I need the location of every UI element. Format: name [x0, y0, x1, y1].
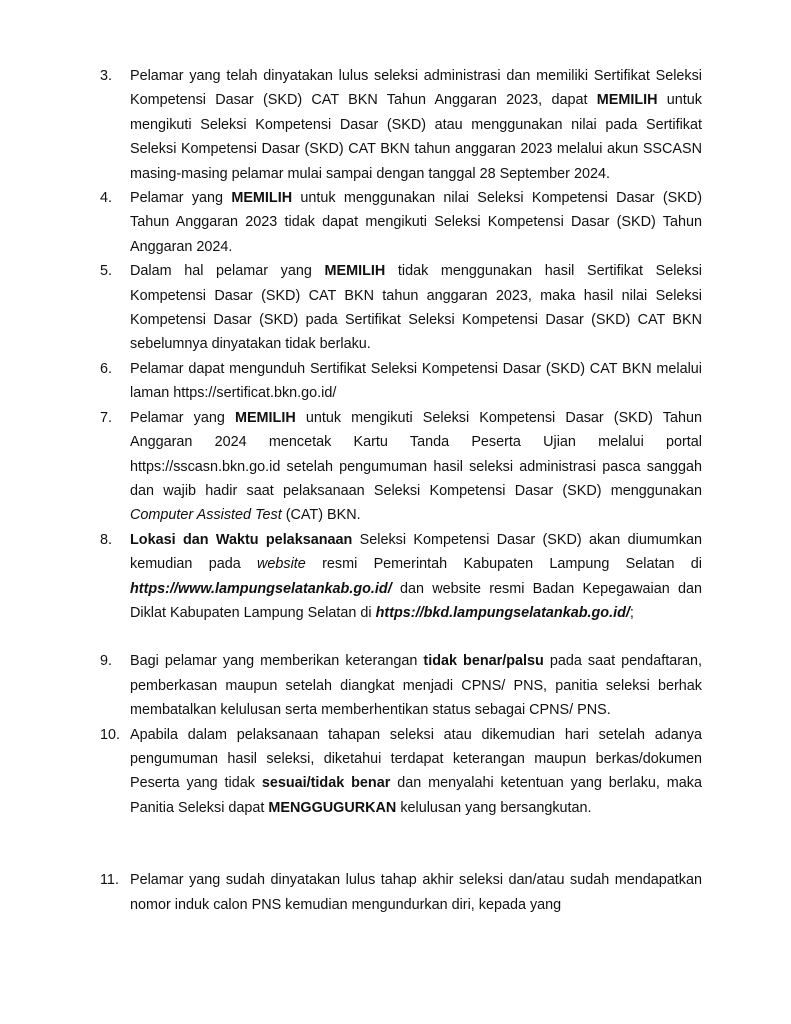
item-text: [130, 68, 702, 182]
text-segment: resmi Pemerintah Kabupaten Lampung Selatan di: [305, 556, 702, 573]
list-item: [100, 406, 702, 528]
item-number: 9.: [100, 653, 113, 670]
emphasized-text: tidak benar/palsu: [423, 653, 544, 670]
emphasized-text: Lokasi dan Waktu pelaksanaan: [130, 531, 353, 548]
item-text: [130, 361, 702, 401]
item-text: [130, 653, 702, 718]
item-number: 5.: [100, 263, 113, 280]
url-link[interactable]: https://www.lampungselatankab.go.id/: [130, 580, 392, 597]
text-segment: Seleksi Kompetensi Dasar (SKD) akan diumumkan kemudian pada: [130, 531, 702, 573]
text-segment: dan website resmi Badan Kepegawaian dan Diklat Kabupaten Lampung Selatan di: [130, 580, 702, 621]
emphasized-text: MENGGUGURKAN: [268, 799, 397, 816]
emphasized-text: website: [257, 556, 306, 573]
emphasized-text: MEMILIH: [324, 263, 386, 280]
item-number: 6.: [100, 360, 113, 377]
text-segment: untuk mengikuti Seleksi Kompetensi Dasar (SKD) atau menggunakan nilai pada Sertifikat Seleksi Kompetensi Dasar (SKD) CAT BKN tahun anggaran 2023 melalui akun SSCASN masing-masing pelamar mulai sampai dengan tanggal 28 September 2024.: [130, 92, 703, 182]
text-segment: Dalam hal pelamar yang: [130, 263, 325, 280]
text-segment: Pelamar yang: [130, 409, 235, 426]
text-segment: Pelamar yang telah dinyatakan lulus seleksi administrasi dan memiliki Sertifikat Seleksi Kompetensi Dasar (SKD) CAT BKN Tahun Anggaran 2023, dapat: [130, 68, 702, 109]
item-number: 3.: [100, 68, 113, 84]
emphasized-text: sesuai/tidak benar: [261, 775, 391, 792]
emphasized-text: MEMILIH: [234, 409, 296, 426]
text-segment: dan menyalahi ketentuan yang berlaku, maka Panitia Seleksi dapat: [130, 775, 702, 816]
text-segment: untuk menggunakan nilai Seleksi Kompetensi Dasar (SKD) Tahun Anggaran 2023 tidak dapat mengikuti Seleksi Kompetensi Dasar (SKD) Tahun Anggaran 2024.: [130, 190, 702, 255]
text-segment: Bagi pelamar yang memberikan keterangan: [130, 653, 424, 670]
list-item: [100, 649, 702, 722]
list-item: [100, 868, 702, 917]
item-number: 10.: [100, 726, 121, 743]
text-segment: Pelamar yang sudah dinyatakan lulus tahap akhir seleksi dan/atau sudah mendapatkan nomor induk calon PNS kemudian mengundurkan diri, kepada yang: [130, 872, 702, 913]
list-item: [100, 259, 702, 357]
text-segment: ;: [629, 604, 634, 621]
text-segment: Apabila dalam pelaksanaan tahapan seleksi atau dikemudian hari setelah adanya pengumuman hasil seleksi, diketahui terdapat keterangan maupun berkas/dokumen Peserta yang tidak: [130, 726, 702, 792]
text-segment: Pelamar dapat mengunduh Sertifikat Seleksi Kompetensi Dasar (SKD) CAT BKN melalui laman https://sertificat.bkn.go.id/: [130, 360, 702, 402]
item-text: [130, 190, 702, 255]
emphasized-text: Computer Assisted Test: [130, 507, 282, 524]
item-text: [130, 263, 702, 352]
item-number: 8.: [100, 531, 113, 548]
item-number: 4.: [100, 190, 113, 207]
text-segment: Pelamar yang: [130, 190, 232, 207]
emphasized-text: MEMILIH: [596, 92, 658, 109]
list-item: [100, 186, 702, 259]
url-link[interactable]: https://bkd.lampungselatankab.go.id/: [375, 604, 630, 621]
numbered-list: [100, 64, 702, 917]
text-segment: untuk mengikuti Seleksi Kompetensi Dasar (SKD) Tahun Anggaran 2024 mencetak Kartu Tanda Peserta Ujian melalui portal https://sscasn.bkn.go.id setelah pengumuman hasil seleksi administrasi pasca sanggah dan wajib hadir saat pelaksanaan Seleksi Kompetensi Dasar (SKD) menggunakan: [130, 409, 703, 499]
item-number: 7.: [100, 409, 113, 426]
text-segment: pada saat pendaftaran, pemberkasan maupun setelah diangkat menjadi CPNS/ PNS, panitia seleksi berhak membatalkan kelulusan serta memberhentikan status sebagai CPNS/ PNS.: [130, 653, 702, 719]
text-segment: tidak menggunakan hasil Sertifikat Seleksi Kompetensi Dasar (SKD) CAT BKN tahun anggaran 2023, maka hasil nilai Seleksi Kompetensi Dasar (SKD) pada Sertifikat Seleksi Kompetensi Dasar (SKD) CAT BKN sebelumnya dinyatakan tidak berlaku.: [130, 263, 702, 353]
text-segment: kelulusan yang bersangkutan.: [396, 799, 592, 816]
list-item: [100, 528, 702, 626]
list-item: [100, 723, 702, 821]
item-text: [130, 410, 702, 524]
text-segment: (CAT) BKN.: [281, 507, 361, 524]
list-item: [100, 64, 702, 186]
item-text: [130, 532, 702, 621]
item-text: [130, 727, 702, 816]
item-number: 11.: [100, 872, 119, 889]
emphasized-text: MEMILIH: [231, 190, 293, 207]
item-text: [130, 872, 702, 912]
list-item: [100, 357, 702, 406]
